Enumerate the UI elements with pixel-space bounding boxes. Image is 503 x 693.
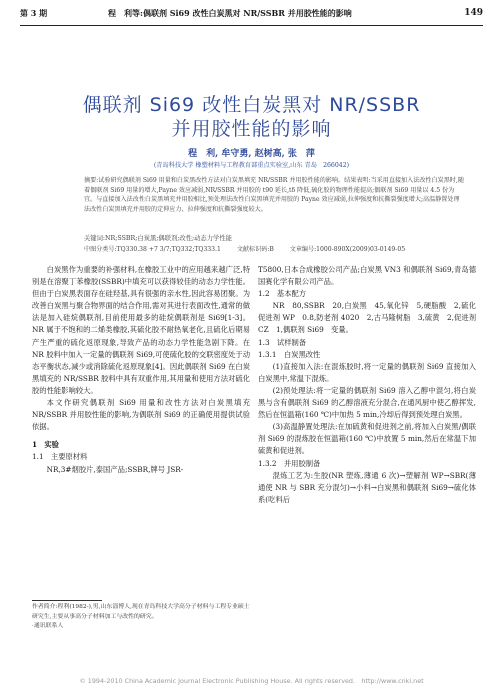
article-title-line-2: 并用胶性能的影响 [171, 118, 332, 140]
formula-paragraph: NR 80,SSBR 20,白炭黑 45,氧化锌 5,硬脂酸 2,硫化促进剂 WP 0.8,防老剂 4020 2,古马隆树脂 3,硫黄 2,促进剂 CZ 1,偶联剂 Si69 变量。 [258, 301, 476, 335]
subsection-heading-blend-prep: 1.3.2 并用胶制备 [258, 458, 321, 468]
method-pretreatment: (2)预处理法:将一定量的偶联剂 Si69 溶入乙醇中混匀,将白炭黑与含有偶联剂 Si69 的乙醇溶液充分混合,在通风厨中使乙醇挥发,然后在恒温箱(160 ℃)中加热 5 min,冷却后得到预处理白炭黑。 [258, 385, 476, 420]
subsection-heading-formula: 1.2 基本配方 [258, 289, 307, 299]
affiliation: (青岛科技大学 橡塑材料与工程教育部重点实验室,山东 青岛 266042) [153, 162, 350, 169]
document-code: 文献标识码:B [236, 246, 274, 253]
footnote [32, 603, 250, 632]
subsection-heading-modification: 1.3.1 白炭黑改性 [258, 349, 321, 359]
header-divider [20, 25, 483, 26]
materials-paragraph: NR,3#烟胶片,泰国产品;SSBR,牌号 JSR- [46, 464, 184, 474]
clc-number: 中图分类号:TQ330.38 +7 3/7;TQ332;TQ333.1 [84, 246, 221, 253]
method-direct-addition: (1)直接加入法:在混炼胶时,将一定量的偶联剂 Si69 直接加入白炭黑中,常温下混炼。 [258, 361, 476, 383]
method-high-temp-static: (3)高温静置处理法:在加硫黄和促进剂之前,将加入白炭黑/偶联剂 Si69 的混炼胶在恒温箱(160 ℃)中放置 5 min,然后在常温下加硫黄和促进剂。 [258, 422, 476, 456]
footnote-divider [32, 600, 102, 601]
subsection-heading-materials: 1.1 主要原材料 [32, 452, 88, 462]
running-title: 程 利等:偶联剂 Si69 改性白炭黑对 NR/SSBR 并用胶性能的影响 [108, 8, 352, 18]
mixing-paragraph: 混炼工艺为:生胶(NR 塑炼,薄通 6 次)→塑解剂 WP→SBR(薄通使 NR 与 SBR 充分混匀)→小料→白炭黑和偶联剂 Si69→硫化体系(吃料后 [258, 470, 476, 504]
subsection-heading-sample-prep: 1.3 试样制备 [258, 337, 307, 347]
authors: 程 利, 牟守勇, 赵树高, 张 萍 [188, 149, 315, 159]
author-bio: 作者简介:程利(1982-),男,山东淄博人,现在青岛科技大学高分子材料与工程专业硕士研究生,主要从事高分子材料加工与改性的研究。 [32, 604, 250, 620]
page-number: 149 [464, 8, 483, 18]
abstract: 摘要:试验研究偶联剂 Si69 用量和白炭黑改性方法对白炭黑填充 NR/SSBR 并用胶性能的影响。结果表明:当采用直接加入法改性白炭黑时,随着偶联剂 Si69 用量的增大,Payne 效应减弱,NR/SSBR 并用胶的 t90 延长,tδ 降低,硫化胶的物理性能提高;偶联剂 Si69 用量以 4.5 份为宜。与直接加入法改性白炭黑填充并用胶相比,预处理法改性白炭黑填充并用胶的 Payne 效应减弱,拉伸强度和抗撕裂强度增大;高温静置处理法改性白炭黑填充并用胶的定伸应力、拉伸强度和抗撕裂强度较大。 [84, 177, 464, 213]
keywords: 关键词:NR;SSBR;白炭黑;偶联剂;改性;动态力学性能 [84, 235, 232, 242]
intro-paragraph-2: 本文作研究偶联剂 Si69 用量和改性方法对白炭黑填充 NR/SSBR 并用胶性能的影响,为偶联剂 Si69 的正确使用提供试验依据。 [32, 398, 250, 432]
classification-line [84, 244, 464, 253]
left-column [32, 264, 250, 476]
copyright-watermark: © 1994-2010 China Academic Journal Electronic Publishing House. All rights reserved. http://www.cnki.net [79, 677, 424, 685]
right-column [258, 264, 476, 506]
article-id: 文章编号:1000-890X(2009)03-0149-05 [289, 246, 406, 253]
article-title-line-1: 偶联剂 Si69 改性白炭黑对 NR/SSBR [82, 94, 421, 116]
intro-paragraph: 白炭黑作为重要的补强材料,在橡胶工业中的应用越来越广泛,特别是在溶聚丁苯橡胶(SSBR)中填充可以获得较佳的动态力学性能。但由于白炭黑表面存在硅羟基,具有很强的亲水性,因此容易团聚。为改善白炭黑与聚合物界面的结合作用,需对其进行表面改性,通常的做法是加入硅烷偶联剂,目前使用最多的硅烷偶联剂是 Si69[1-3]。NR 属于不饱和的二烯类橡胶,其硫化胶不耐热氧老化,且硫化后期易产生严重的硫化返原现象,导致产品的动态力学性能急剧下降。在 NR 胶料中加入一定量的偶联剂 Si69,可使硫化胶的交联密度处于动态平衡状态,减少或消除硫化返原现象[4]。因此偶联剂 Si69 在白炭黑填充的 NR/SSBR 胶料中具有双重作用,其用量和使用方法对硫化胶的性能影响较大。 [32, 265, 250, 395]
corresponding-author-note: ·通讯联系人 [32, 623, 64, 629]
issue-label: 第 3 期 [20, 8, 48, 18]
materials-continued: T5800,日本合成橡胶公司产品;白炭黑 VN3 和偶联剂 Si69,青岛德国赛化学有限公司产品。 [258, 265, 476, 287]
running-header [20, 8, 483, 24]
section-heading-experiment: 1 实验 [32, 440, 59, 450]
